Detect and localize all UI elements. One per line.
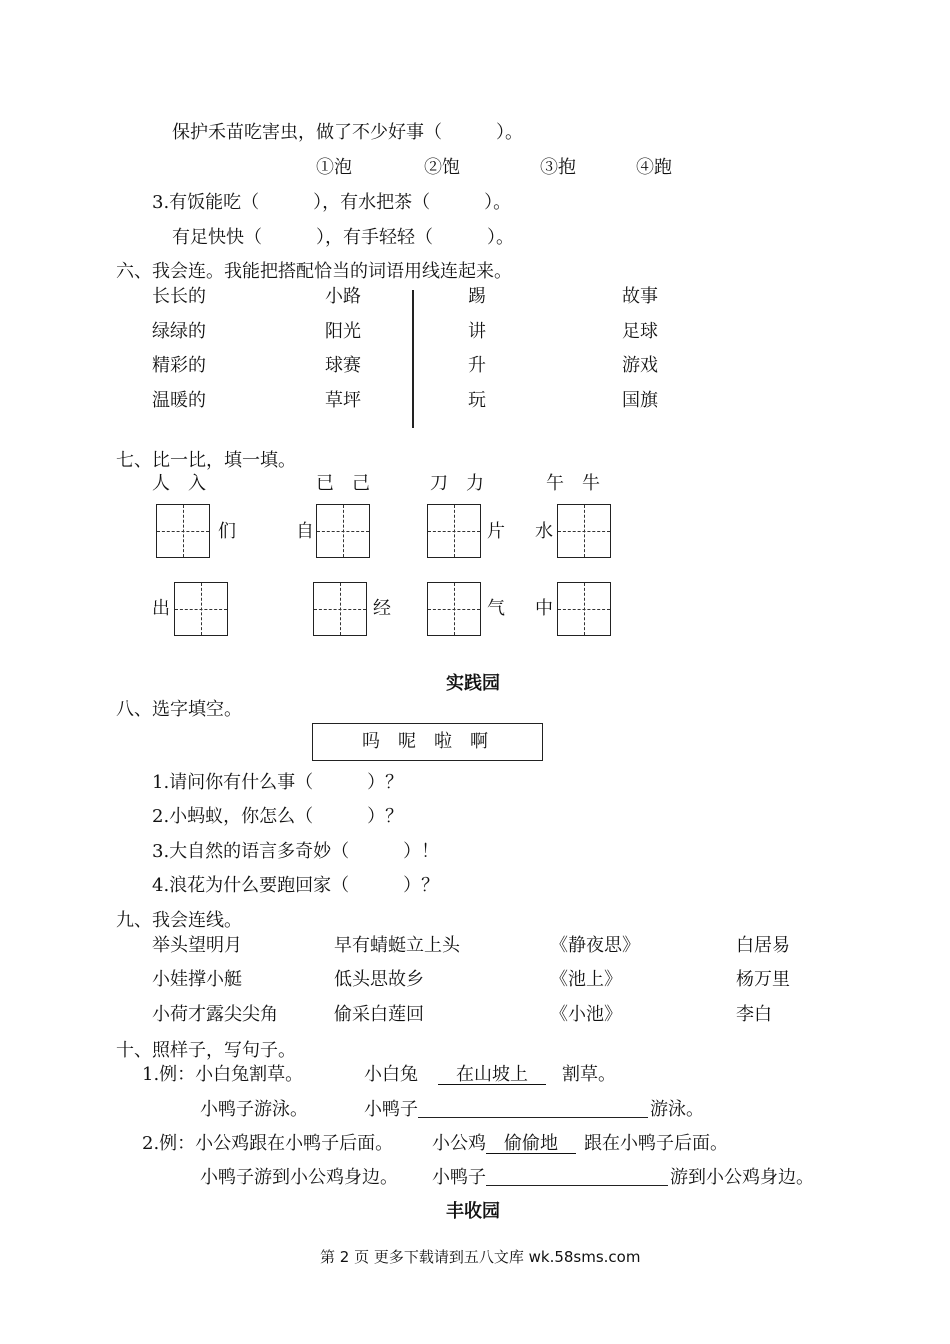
q6-left-a: 长长的	[152, 286, 206, 307]
q9-col2: 偷采白莲回	[334, 1004, 424, 1025]
q9-col1: 小荷才露尖尖角	[152, 1004, 278, 1025]
tian-grid[interactable]	[316, 504, 370, 558]
q9-col4: 白居易	[736, 935, 790, 956]
q9-col4: 杨万里	[736, 969, 790, 990]
q7-char: 经	[373, 598, 391, 619]
q10-ex1-label: 1.例：小白兔割草。	[142, 1064, 304, 1085]
section-heading-harvest: 丰收园	[446, 1201, 500, 1222]
q8-title: 八、选字填空。	[116, 699, 242, 720]
q9-col1: 小娃撑小艇	[152, 969, 242, 990]
q6-right-b: 国旗	[622, 390, 658, 411]
q9-col3: 《静夜思》	[550, 935, 640, 956]
q6-right-b: 足球	[622, 321, 658, 342]
q10-ex2-task-label: 小鸭子游到小公鸡身边。	[200, 1167, 398, 1188]
q8-item: 4.浪花为什么要跑回家（ ）？	[152, 875, 440, 896]
q10-ex2-task-a: 小鸭子	[432, 1167, 486, 1188]
q10-ex1-b: 割草。	[562, 1064, 616, 1085]
q6-right-a: 讲	[468, 321, 486, 342]
q10-ex2-b: 跟在小鸭子后面。	[584, 1133, 728, 1154]
q10-ex1-answer-blank[interactable]	[418, 1117, 648, 1118]
q8-item: 3.大自然的语言多奇妙（ ）！	[152, 841, 440, 862]
section-heading-practice: 实践园	[446, 673, 500, 694]
q9-col1: 举头望明月	[152, 935, 242, 956]
q6-left-b: 球赛	[325, 355, 361, 376]
q7-char: 出	[152, 598, 170, 619]
q6-left-a: 绿绿的	[152, 321, 206, 342]
q5-line: 保护禾苗吃害虫，做了不少好事（ ）。	[172, 122, 523, 143]
q6-left-b: 阳光	[325, 321, 361, 342]
q7-char: 气	[487, 598, 505, 619]
q7-char: 水	[535, 521, 553, 542]
q10-ex1-task-label: 小鸭子游泳。	[200, 1099, 308, 1120]
q6-right-b: 故事	[622, 286, 658, 307]
q5-option-3: ③抱	[540, 157, 576, 178]
q7-pair: 已 己	[316, 473, 370, 494]
tian-grid[interactable]	[156, 504, 210, 558]
q6-left-b: 小路	[325, 286, 361, 307]
q6-right-a: 升	[468, 355, 486, 376]
q5-3-line2: 有足快快（ ），有手轻轻（ ）。	[172, 227, 514, 248]
tian-grid[interactable]	[427, 504, 481, 558]
q7-char: 自	[296, 521, 314, 542]
page-footer: 第 2 页 更多下载请到五八文库 wk.58sms.com	[320, 1248, 641, 1266]
q10-ex2-label: 2.例：小公鸡跟在小鸭子后面。	[142, 1133, 394, 1154]
q5-option-2: ②饱	[424, 157, 460, 178]
q7-char: 中	[535, 598, 553, 619]
q8-item: 1.请问你有什么事（ ）？	[152, 772, 404, 793]
q9-col3: 《小池》	[550, 1004, 622, 1025]
q5-3-line1: 3.有饭能吃（ ），有水把茶（ ）。	[152, 192, 512, 213]
q6-left-a: 精彩的	[152, 355, 206, 376]
tian-grid[interactable]	[313, 582, 367, 636]
tian-grid[interactable]	[557, 582, 611, 636]
tian-grid[interactable]	[557, 504, 611, 558]
q8-item: 2.小蚂蚁，你怎么（ ）？	[152, 806, 404, 827]
q6-right-b: 游戏	[622, 355, 658, 376]
q10-ex1-task-a: 小鸭子	[364, 1099, 418, 1120]
q5-option-4: ④跑	[636, 157, 672, 178]
q6-divider	[412, 290, 414, 428]
q6-right-a: 踢	[468, 286, 486, 307]
q7-char: 片	[487, 521, 505, 542]
q9-col2: 早有蜻蜓立上头	[334, 935, 460, 956]
q8-words: 吗 呢 啦 啊	[362, 731, 488, 752]
q10-ex2-fill: 偷偷地	[486, 1133, 576, 1154]
q7-pair: 刀 力	[430, 473, 484, 494]
q10-ex2-a: 小公鸡	[432, 1133, 486, 1154]
q6-right-a: 玩	[468, 390, 486, 411]
q9-col3: 《池上》	[550, 969, 622, 990]
q6-left-b: 草坪	[325, 390, 361, 411]
q6-left-a: 温暖的	[152, 390, 206, 411]
q5-option-1: ①泡	[316, 157, 352, 178]
q7-char: 们	[218, 521, 236, 542]
q10-ex1-fill: 在山坡上	[438, 1064, 546, 1085]
q10-ex1-a: 小白兔	[364, 1064, 418, 1085]
q7-pair: 人 入	[152, 473, 206, 494]
q7-pair: 午 牛	[546, 473, 600, 494]
q10-ex1-task-b: 游泳。	[650, 1099, 704, 1120]
tian-grid[interactable]	[174, 582, 228, 636]
q9-title: 九、我会连线。	[116, 910, 242, 931]
q6-title: 六、我会连。我能把搭配恰当的词语用线连起来。	[116, 261, 512, 282]
q10-title: 十、照样子，写句子。	[116, 1040, 296, 1061]
q7-title: 七、比一比，填一填。	[116, 450, 296, 471]
tian-grid[interactable]	[427, 582, 481, 636]
q9-col2: 低头思故乡	[334, 969, 424, 990]
q10-ex2-task-b: 游到小公鸡身边。	[670, 1167, 814, 1188]
q9-col4: 李白	[736, 1004, 772, 1025]
q10-ex2-answer-blank[interactable]	[486, 1185, 668, 1186]
